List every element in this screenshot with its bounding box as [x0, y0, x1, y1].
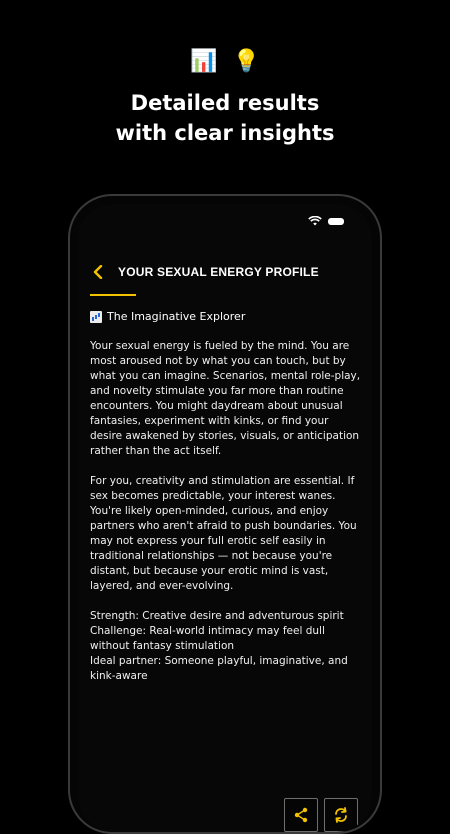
refresh-button[interactable] — [324, 798, 358, 832]
description-paragraph-1: Your sexual energy is fueled by the mind. You are most aroused not by what you can touch, but by what you can imagine. Scenarios, mental role-play, and novelty stimulate you far more than routine encounters. You might daydream about unusual fantasies, experiment with kinks, or find your desire awakened by stories, visuals, or anticipation rather than the act itself. — [90, 340, 361, 457]
description-paragraph-2: For you, creativity and stimulation are essential. If sex becomes predictable, your interest wanes. You're likely open-minded, curious, and enjoy partners who aren't afraid to push boundaries. You may not express your full erotic self easily in traditional relationships — not because you're distant, but because your erotic mind is vast, layered, and ever-evolving. — [90, 475, 357, 592]
status-bar — [308, 216, 344, 226]
phone-frame — [68, 194, 382, 834]
action-buttons — [284, 798, 358, 832]
strength-text: Strength: Creative desire and adventurous spirit — [90, 610, 344, 622]
profile-name-label: The Imaginative Explorer — [107, 310, 246, 323]
bar-chart-emoji: 📊 — [190, 49, 218, 74]
share-icon — [293, 807, 309, 823]
refresh-icon — [333, 807, 349, 823]
title-underline — [90, 294, 136, 296]
challenge-text: Challenge: Real-world intimacy may feel dull without fantasy stimulation — [90, 625, 325, 652]
light-bulb-emoji: 💡 — [232, 49, 260, 74]
promo-headline — [0, 88, 450, 148]
chevron-left-icon[interactable] — [92, 262, 114, 282]
phone-screen — [78, 204, 372, 832]
wifi-icon — [308, 216, 322, 226]
header-emoji-row — [0, 48, 450, 76]
page-title: YOUR SEXUAL ENERGY PROFILE — [118, 265, 319, 279]
share-button[interactable] — [284, 798, 318, 832]
profile-facts — [90, 609, 362, 684]
ideal-partner-text: Ideal partner: Someone playful, imaginative, and kink-aware — [90, 655, 348, 682]
headline-line-2: with clear insights — [115, 121, 335, 145]
chart-increasing-icon — [90, 311, 102, 323]
profile-type — [90, 310, 360, 324]
top-nav — [92, 259, 358, 285]
battery-icon — [328, 218, 344, 225]
profile-description — [90, 339, 362, 684]
headline-line-1: Detailed results — [130, 91, 320, 115]
